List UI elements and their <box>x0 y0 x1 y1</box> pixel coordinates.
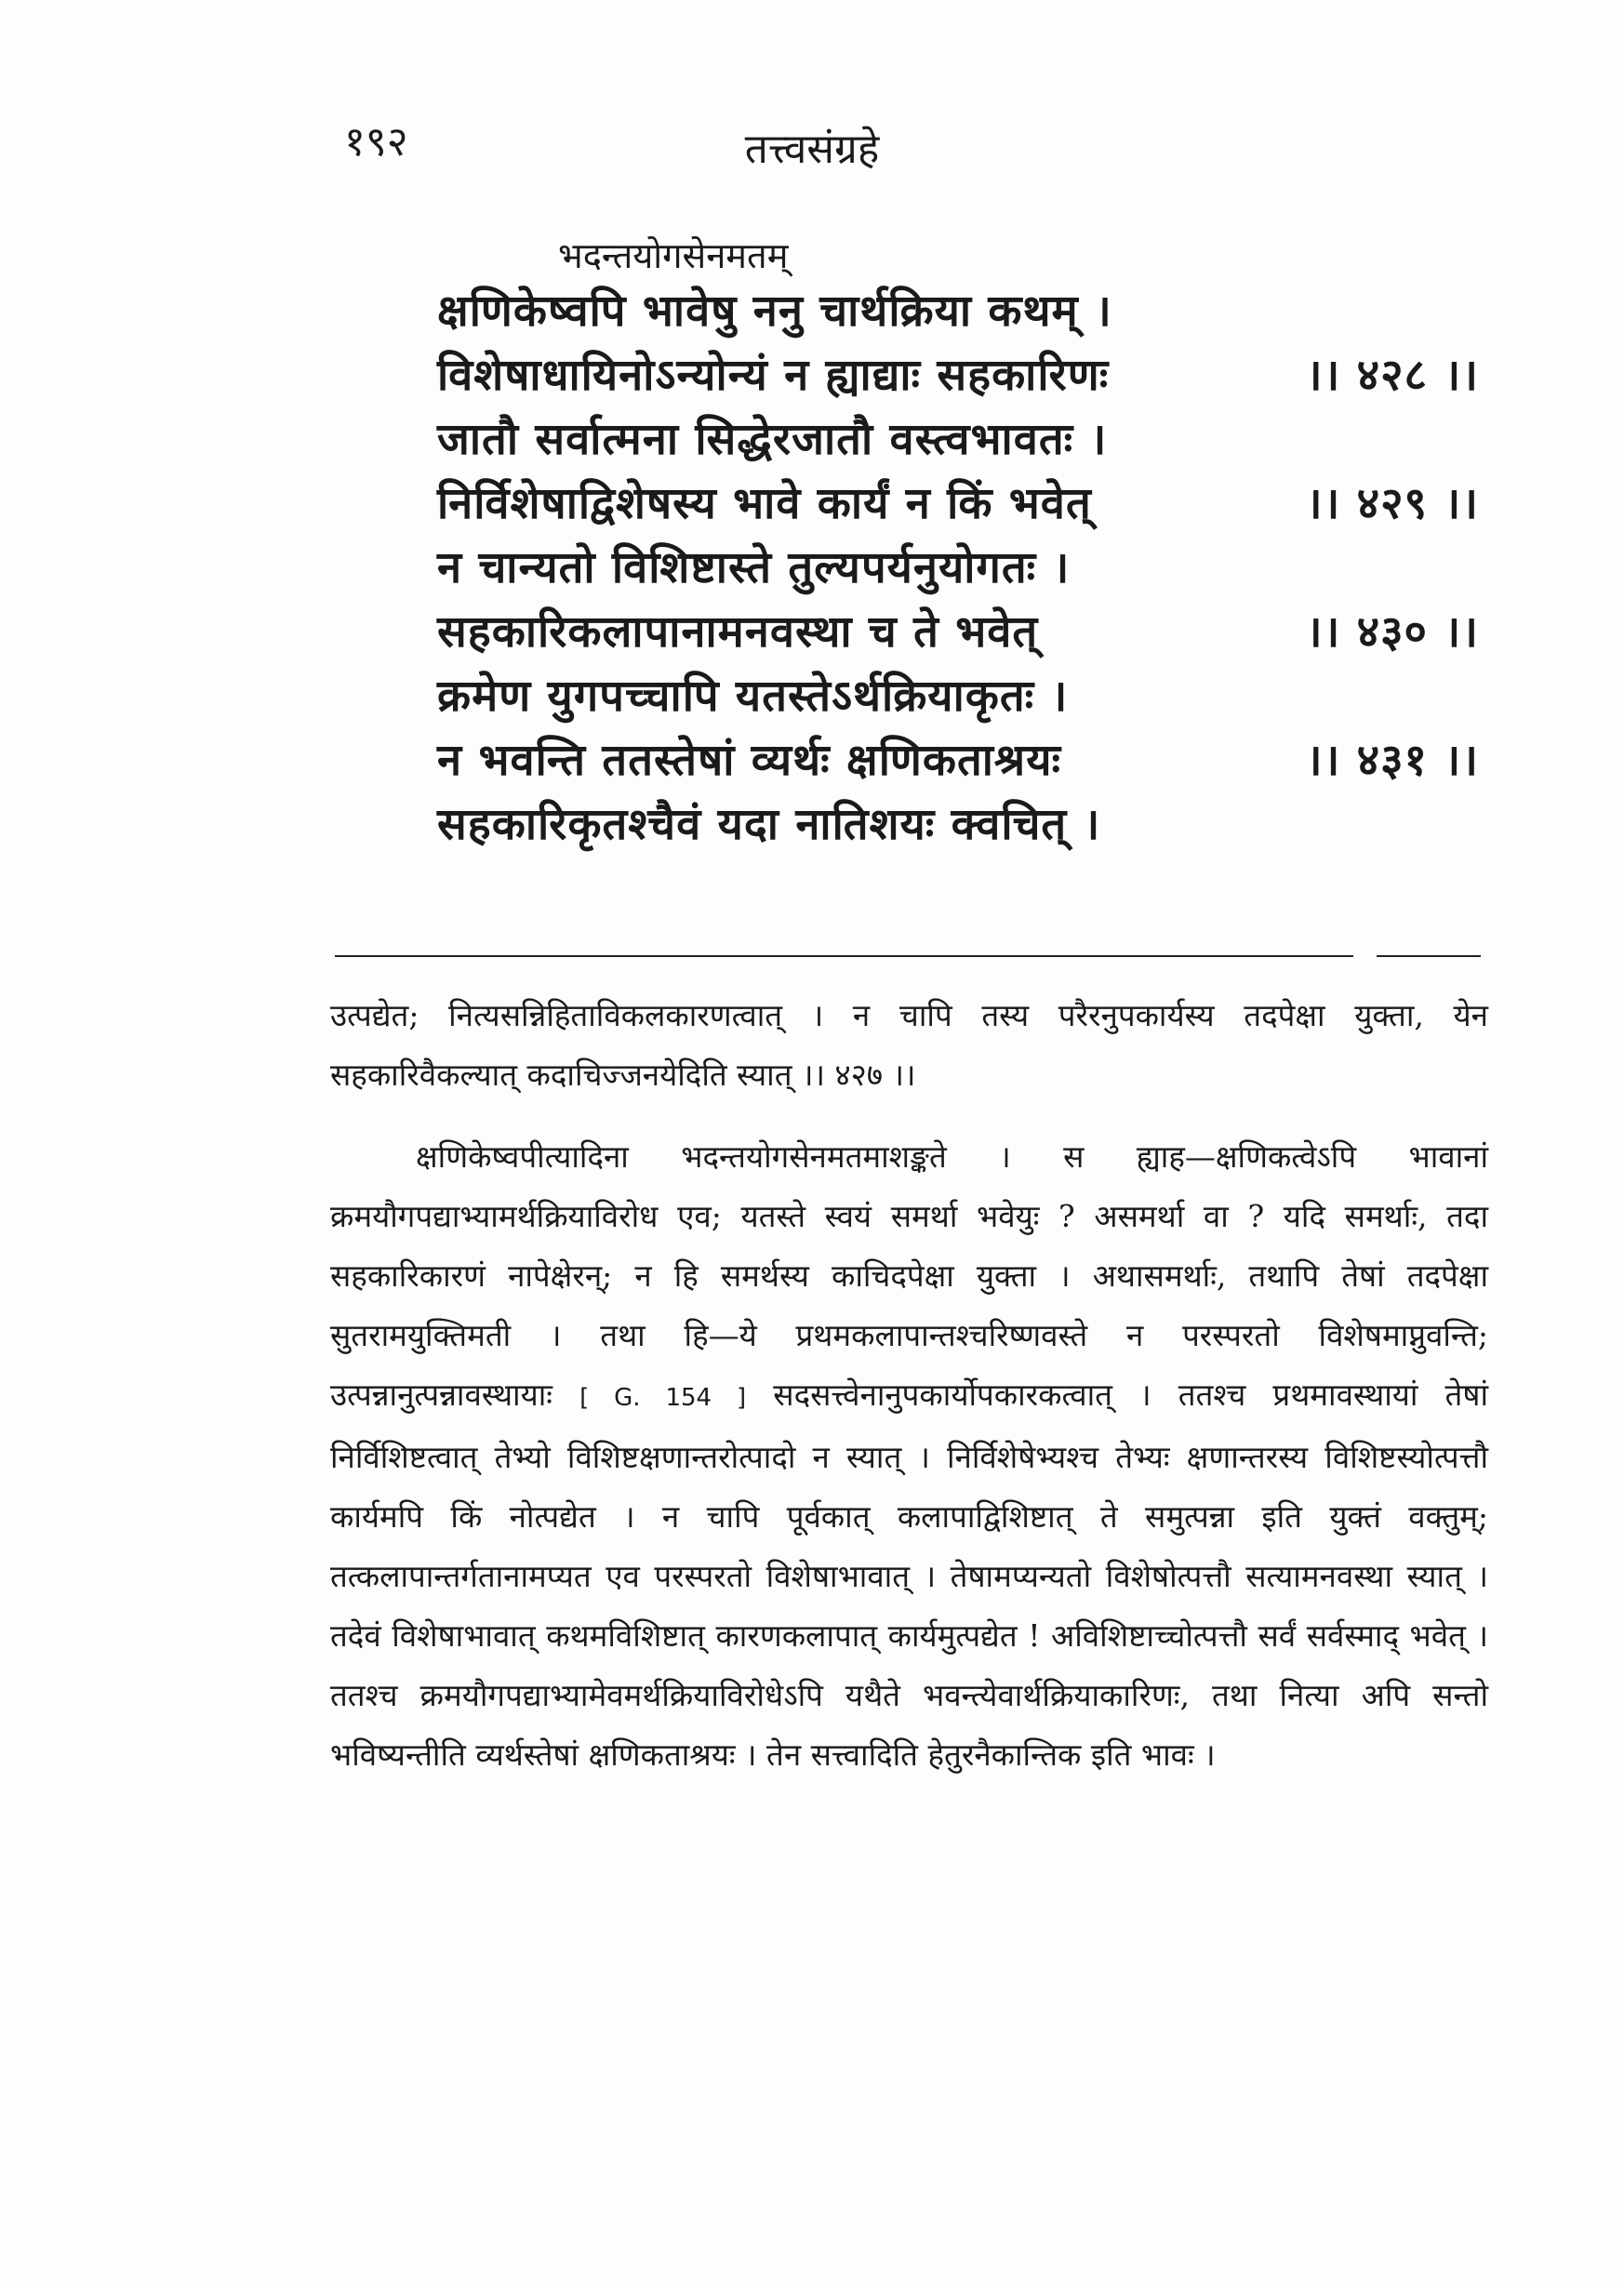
section-divider-short <box>1377 955 1481 957</box>
verse-line <box>437 343 1479 407</box>
verse-text: क्षणिकेष्वपि भावेषु ननु चार्थक्रिया कथम् । <box>437 286 1112 337</box>
verse-number: ।। ४३१ ।। <box>1305 735 1479 786</box>
verse-text: जातौ सर्वात्मना सिद्धेरजातौ वस्त्वभावतः । <box>437 414 1108 465</box>
commentary-text: सदसत्त्वेनानुपकार्योपकारकत्वात् । ततश्च प्रथमावस्थायां तेषां निर्विशिष्टत्वात् तेभ्यो विशिष्टक्षणान्तरोत्पादो न स्यात् । निर्विशेषेभ्यश्च तेभ्यः क्षणान्तरस्य विशिष्टस्योत्पत्तौ कार्यमपि किं नोत्पद्येत । न चापि पूर्वकात् कलापाद्विशिष्टात् ते समुत्पन्ना इति युक्तं वक्तुम्; तत्कलापान्तर्गतानामप्यत एव परस्परतो विशेषाभावात् । तेषामप्यन्यतो विशेषोत्पत्तौ सत्यामनवस्था स्यात् । तदेवं विशेषाभावात् कथमविशिष्टात् कारणकलापात् कार्यमुत्पद्येत ! अविशिष्टाच्चोत्पत्तौ सर्वं सर्वस्माद् भवेत् । ततश्च क्रमयौगपद्याभ्यामेवमर्थक्रियाविरोधेऽपि यथैते भवन्त्येवार्थक्रियाकारिणः, तथा नित्या अपि सन्तो भविष्यन्तीति व्यर्थस्तेषां क्षणिकताश्रयः । तेन सत्त्वादिति हेतुरनैकान्तिक इति भावः । <box>330 1377 1488 1773</box>
verse-number: ।। ४३० ।। <box>1305 606 1479 658</box>
verse-line <box>437 279 1479 343</box>
verse-line <box>437 600 1479 664</box>
verse-text: सहकारिकलापानामनवस्था च ते भवेत् <box>437 606 1039 658</box>
page-reference: [ G. 154 ] <box>579 1384 747 1412</box>
commentary-paragraph <box>330 1127 1488 1785</box>
section-heading: भदन्तयोगसेनमतम् <box>558 235 789 276</box>
verse-line <box>437 728 1479 792</box>
verse-line <box>437 792 1479 857</box>
commentary-text: क्षणिकेष्वपीत्यादिना भदन्तयोगसेनमतमाशङ्कते । स ह्याह—क्षणिकत्वेऽपि भावानां क्रमयौगपद्याभ्यामर्थक्रियाविरोध एव; यतस्ते स्वयं समर्था भवेयुः ? असमर्था वा ? यदि समर्थाः, तदा सहकारिकारणं नापेक्षेरन्; न हि समर्थस्य काचिदपेक्षा युक्ता । अथासमर्थाः, तथापि तेषां तदपेक्षा सुतरामयुक्तिमती । तथा हि—ये प्रथमकलापान्तश्चरिष्णवस्ते न परस्परतो विशेषमाप्नुवन्ति; उत्पन्नानुत्पन्नावस्थायाः <box>330 1138 1488 1413</box>
commentary-paragraph: उत्पद्येत; नित्यसन्निहिताविकलकारणत्वात् । न चापि तस्य परैरनुपकार्यस्य तदपेक्षा युक्ता, येन सहकारिवैकल्यात् कदाचिज्जनयेदिति स्यात् ।। ४२७ ।। <box>330 997 1488 1093</box>
verse-line <box>437 664 1479 728</box>
verse-text: निर्विशेषाद्विशेषस्य भावे कार्यं न किं भवेत् <box>437 478 1092 529</box>
verse-number: ।। ४२९ ।। <box>1305 478 1479 529</box>
page-number: १९२ <box>344 118 408 166</box>
verse-number: ।। ४२८ ।। <box>1305 350 1479 401</box>
section-divider <box>335 955 1353 957</box>
verse-text: न चान्यतो विशिष्टास्ते तुल्यपर्यनुयोगतः । <box>437 542 1071 593</box>
verse-line <box>437 472 1479 536</box>
verse-text: विशेषाधायिनोऽन्योन्यं न ह्याद्याः सहकारिणः <box>437 350 1110 401</box>
verse-line <box>437 536 1479 600</box>
verse-block <box>437 279 1479 857</box>
verse-text: क्रमेण युगपच्चापि यतस्तेऽर्थक्रियाकृतः । <box>437 671 1069 722</box>
running-title: तत्त्वसंग्रहे <box>744 126 880 173</box>
verse-line <box>437 407 1479 472</box>
verse-text: सहकारिकृतश्चैवं यदा नातिशयः क्वचित् । <box>437 799 1101 850</box>
commentary <box>330 986 1488 1807</box>
verse-text: न भवन्ति ततस्तेषां व्यर्थः क्षणिकताश्रयः <box>437 735 1061 786</box>
